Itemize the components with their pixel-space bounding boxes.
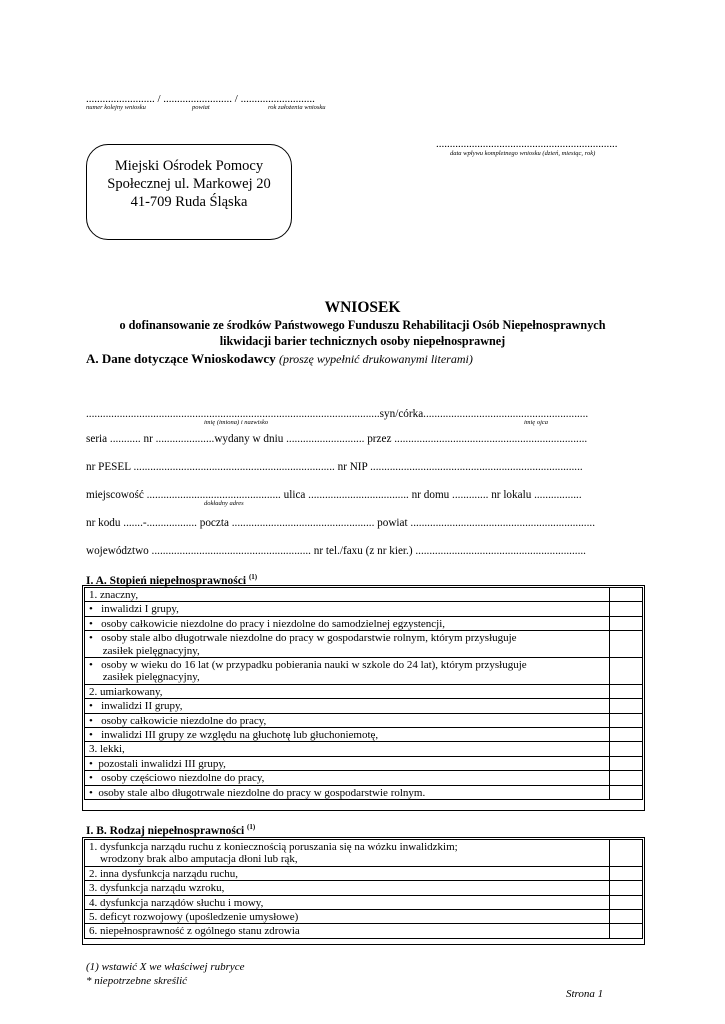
degree-row-checkbox[interactable] xyxy=(610,616,643,630)
page-number: Strona 1 xyxy=(566,988,604,1000)
degree-row-checkbox[interactable] xyxy=(610,699,643,713)
type-row-label: 5. deficyt rozwojowy (upośledzenie umysłowe) xyxy=(85,910,610,924)
degree-row xyxy=(85,616,643,630)
document-title: WNIOSEK xyxy=(324,299,401,316)
degree-row-label: 3. lekki, xyxy=(85,742,610,756)
degree-row xyxy=(85,588,643,602)
father-name-label: imię ojca xyxy=(524,419,549,426)
section-ib-heading xyxy=(86,823,255,837)
type-row-checkbox[interactable] xyxy=(610,924,643,938)
type-row-checkbox[interactable] xyxy=(610,895,643,909)
degree-row-checkbox[interactable] xyxy=(610,785,643,799)
address-line-2: Społecznej ul. Markowej 20 xyxy=(107,176,271,192)
degree-row-checkbox[interactable] xyxy=(610,728,643,742)
degree-row xyxy=(85,785,643,799)
type-row-label: 4. dysfunkcja narządów słuchu i mowy, xyxy=(85,895,610,909)
degree-row-label: • pozostali inwalidzi III grupy, xyxy=(85,756,610,770)
received-date-field[interactable]: .................................................................. xyxy=(436,138,618,150)
province-phone-field[interactable]: województwo ......................................................... nr tel./faxu (z nr kier.) ............................................................. xyxy=(86,545,586,557)
degree-row xyxy=(85,728,643,742)
postal-field[interactable]: nr kodu .......-.................. poczta ................................................... powiat .................................................................. xyxy=(86,517,595,529)
type-row-label: 1. dysfunkcja narządu ruchu z koniecznością poruszania się na wózku inwalidzkim; wrodzony brak albo amputacja dłoni lub rąk, xyxy=(85,840,610,867)
label-application-number: numer kolejny wniosku xyxy=(86,104,146,111)
type-row-label: 6. niepełnosprawność z ogólnego stanu zdrowia xyxy=(85,924,610,938)
type-row-checkbox[interactable] xyxy=(610,881,643,895)
received-date-label: data wpływu kompletnego wniosku (dzień, miesiąc, rok) xyxy=(450,150,596,157)
label-district: powiat xyxy=(192,104,210,111)
degree-row xyxy=(85,602,643,616)
degree-row-checkbox[interactable] xyxy=(610,742,643,756)
degree-row-checkbox[interactable] xyxy=(610,771,643,785)
applicant-name-field[interactable]: .........................................................................................................syn/córka........................................................... xyxy=(86,408,589,420)
document-subtitle-1: o dofinansowanie ze środków Państwowego Funduszu Rehabilitacji Osób Niepełnosprawnych xyxy=(119,318,606,332)
section-ia-footnote-ref: (1) xyxy=(248,573,258,581)
section-a-note: (proszę wypełnić drukowanymi literami) xyxy=(278,352,473,366)
type-row xyxy=(85,840,643,867)
type-row xyxy=(85,895,643,909)
degree-row-checkbox[interactable] xyxy=(610,602,643,616)
address-line-3: 41-709 Ruda Śląska xyxy=(130,194,248,210)
section-ia-title: I. A. Stopień niepełnosprawności xyxy=(86,574,247,587)
degree-row-label: • inwalidzi I grupy, xyxy=(85,602,610,616)
degree-row-label: • osoby stale albo długotrwale niezdolne do pracy w gospodarstwie rolnym. xyxy=(85,785,610,799)
document-subtitle-2: likwidacji barier technicznych osoby niepełnosprawnej xyxy=(219,334,506,348)
id-document-field[interactable]: seria ........... nr .....................wydany w dniu ............................ przez ..................................................................... xyxy=(86,433,588,445)
degree-row-label: • osoby w wieku do 16 lat (w przypadku pobierania nauki w szkole do 24 lat), którym przysługuje zasiłek pielęgnacyjny, xyxy=(85,658,610,685)
registration-number-line[interactable]: ......................... / ......................... / ........................... xyxy=(86,93,315,105)
degree-row-label: • osoby całkowicie niezdolne do pracy i niezdolne do samodzielnej egzystencji, xyxy=(85,616,610,630)
disability-degree-table xyxy=(84,587,643,800)
section-a-title: A. Dane dotyczące Wnioskodawcy xyxy=(86,351,276,366)
type-row-checkbox[interactable] xyxy=(610,866,643,880)
degree-row-label: • inwalidzi III grupy ze względu na głuchotę lub głuchoniemotę, xyxy=(85,728,610,742)
type-row xyxy=(85,866,643,880)
applicant-name-label: imię (imiona) i nazwisko xyxy=(204,419,269,426)
type-row-label: 3. dysfunkcja narządu wzroku, xyxy=(85,881,610,895)
degree-row-label: • osoby częściowo niezdolne do pracy, xyxy=(85,771,610,785)
degree-row xyxy=(85,742,643,756)
degree-row xyxy=(85,658,643,685)
degree-row-checkbox[interactable] xyxy=(610,684,643,698)
address-field[interactable]: miejscowość ................................................ ulica .................................... nr domu ............. nr lokalu ................. xyxy=(86,489,582,501)
label-year: rok założenia wniosku xyxy=(268,104,326,111)
address-field-label: dokładny adres xyxy=(204,500,244,507)
type-row-label: 2. inna dysfunkcja narządu ruchu, xyxy=(85,866,610,880)
degree-row-checkbox[interactable] xyxy=(610,588,643,602)
pesel-nip-field[interactable]: nr PESEL ........................................................................ nr NIP ............................................................................ xyxy=(86,461,583,473)
degree-row-label: 2. umiarkowany, xyxy=(85,684,610,698)
address-line-1: Miejski Ośrodek Pomocy xyxy=(114,158,264,174)
degree-row xyxy=(85,771,643,785)
degree-row-checkbox[interactable] xyxy=(610,713,643,727)
footnote-1: (1) wstawić X we właściwej rubryce xyxy=(86,961,245,973)
degree-row-checkbox[interactable] xyxy=(610,658,643,685)
type-row xyxy=(85,881,643,895)
section-a-heading xyxy=(86,351,473,367)
degree-row xyxy=(85,756,643,770)
degree-row xyxy=(85,631,643,658)
disability-type-table xyxy=(84,839,643,939)
section-ib-title: I. B. Rodzaj niepełnosprawności xyxy=(86,824,245,837)
recipient-address-box xyxy=(86,144,292,240)
section-ib-footnote-ref: (1) xyxy=(247,823,256,831)
degree-row-label: • inwalidzi II grupy, xyxy=(85,699,610,713)
degree-row-label: 1. znaczny, xyxy=(85,588,610,602)
degree-row xyxy=(85,713,643,727)
degree-row xyxy=(85,684,643,698)
type-row xyxy=(85,924,643,938)
degree-row-label: • osoby całkowicie niezdolne do pracy, xyxy=(85,713,610,727)
degree-row-label: • osoby stale albo długotrwale niezdolne do pracy w gospodarstwie rolnym, którym przysługuje zasiłek pielęgnacyjny, xyxy=(85,631,610,658)
type-row-checkbox[interactable] xyxy=(610,910,643,924)
type-row-checkbox[interactable] xyxy=(610,840,643,867)
degree-row xyxy=(85,699,643,713)
type-row xyxy=(85,910,643,924)
degree-row-checkbox[interactable] xyxy=(610,631,643,658)
footnote-2: * niepotrzebne skreślić xyxy=(86,975,188,987)
degree-row-checkbox[interactable] xyxy=(610,756,643,770)
